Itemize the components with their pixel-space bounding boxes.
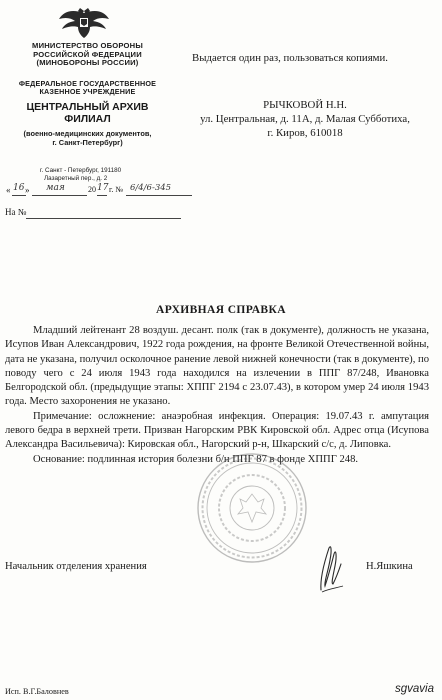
watermark: sgvavia [395, 683, 434, 695]
reg-number-underline [126, 195, 192, 196]
date-quote-open: « [6, 185, 11, 195]
document-title: АРХИВНАЯ СПРАВКА [156, 304, 286, 316]
ministry-line: (МИНОБОРОНЫ РОССИИ) [36, 58, 139, 68]
archive-subtitle [0, 130, 175, 147]
addressee-street: ул. Центральная, д. 11А, д. Малая Субботиха, [200, 112, 410, 125]
date-month-underline [32, 195, 87, 196]
date-year-prefix: 20 [88, 185, 96, 194]
body-paragraph: Примечание: осложнение: анаэробная инфекция. Операция: 19.07.43 г. ампутация левого бедра в верхней трети. Призван Нагорским РВК Кировской обл. Адрес отца (Исупова Александра Васильевича): Кировская обл., Нагорский р-н, Шкарский с/с, д. Липовка. [5, 410, 429, 451]
date-quote-close: » [25, 185, 30, 195]
address-line: Лазаретный пер., д. 2 [44, 174, 108, 182]
addressee-city: г. Киров, 610018 [267, 126, 343, 139]
body-paragraph: Основание: подлинная история болезни б/н ППГ 87 в фонде ХППГ 248. [33, 453, 359, 465]
signer-name: Н.Яшкина [366, 561, 413, 572]
coat-of-arms-emblem [58, 5, 110, 39]
handwritten-signature [316, 540, 346, 596]
date-number-line [6, 183, 196, 199]
body-paragraph: Младший лейтенант 28 воздуш. десант. полк (так в документе), должность не указана, Исупов Иван Александрович, 1922 года рождения, на фронте Великой Отечественной войны, дата не указана, получил осколочное ранение левой нижней конечности (так в документе), по поводу чего с 24 июля 1943 года находился на излечении в ППГ 87/248, Ивановка Белгородской обл. (предыдущие этапы: ХППГ 2194 с 23.07.43), в котором умер 24 июля 1943 года. Место захоронения не указано. [5, 325, 429, 408]
document-body [5, 324, 429, 467]
registration-number: 6/4/6-345 [130, 183, 172, 193]
executor-name: Исп. В.Г.Баловнев [5, 687, 69, 696]
addressee-block [180, 99, 430, 140]
date-month: мая [46, 183, 65, 193]
archive-address [40, 167, 121, 183]
date-day: 16 [13, 183, 25, 193]
signer-position: Начальник отделения хранения [5, 561, 147, 572]
ministry-name [0, 42, 175, 68]
ministry-line: МИНИСТЕРСТВО ОБОРОНЫ [32, 41, 143, 50]
institution-line: КАЗЕННОЕ УЧРЕЖДЕНИЕ [39, 87, 136, 97]
copy-notice: Выдается один раз, пользоваться копиями. [192, 52, 388, 64]
date-year: 17 [97, 183, 109, 193]
date-day-underline [12, 195, 26, 196]
archive-name [0, 101, 175, 125]
archive-line: ФИЛИАЛ [64, 113, 111, 126]
addressee-name: РЫЧКОВОЙ Н.Н. [263, 99, 347, 111]
reference-underline [26, 218, 181, 219]
archive-sub-line: (военно-медицинских документов, [23, 129, 152, 138]
reference-label: На № [5, 207, 27, 217]
archive-line: ЦЕНТРАЛЬНЫЙ АРХИВ [26, 101, 149, 113]
ministry-line: РОССИЙСКОЙ ФЕДЕРАЦИИ [33, 49, 142, 59]
official-stamp [196, 452, 308, 564]
date-year-suffix: г. № [109, 185, 124, 194]
address-line: г. Санкт - Петербург, 191180 [40, 167, 122, 174]
institution-line: ФЕДЕРАЛЬНОЕ ГОСУДАРСТВЕННОЕ [18, 79, 157, 88]
date-year-underline [97, 195, 107, 196]
institution-type [0, 80, 175, 97]
archive-sub-line: г. Санкт-Петербург) [52, 137, 123, 147]
